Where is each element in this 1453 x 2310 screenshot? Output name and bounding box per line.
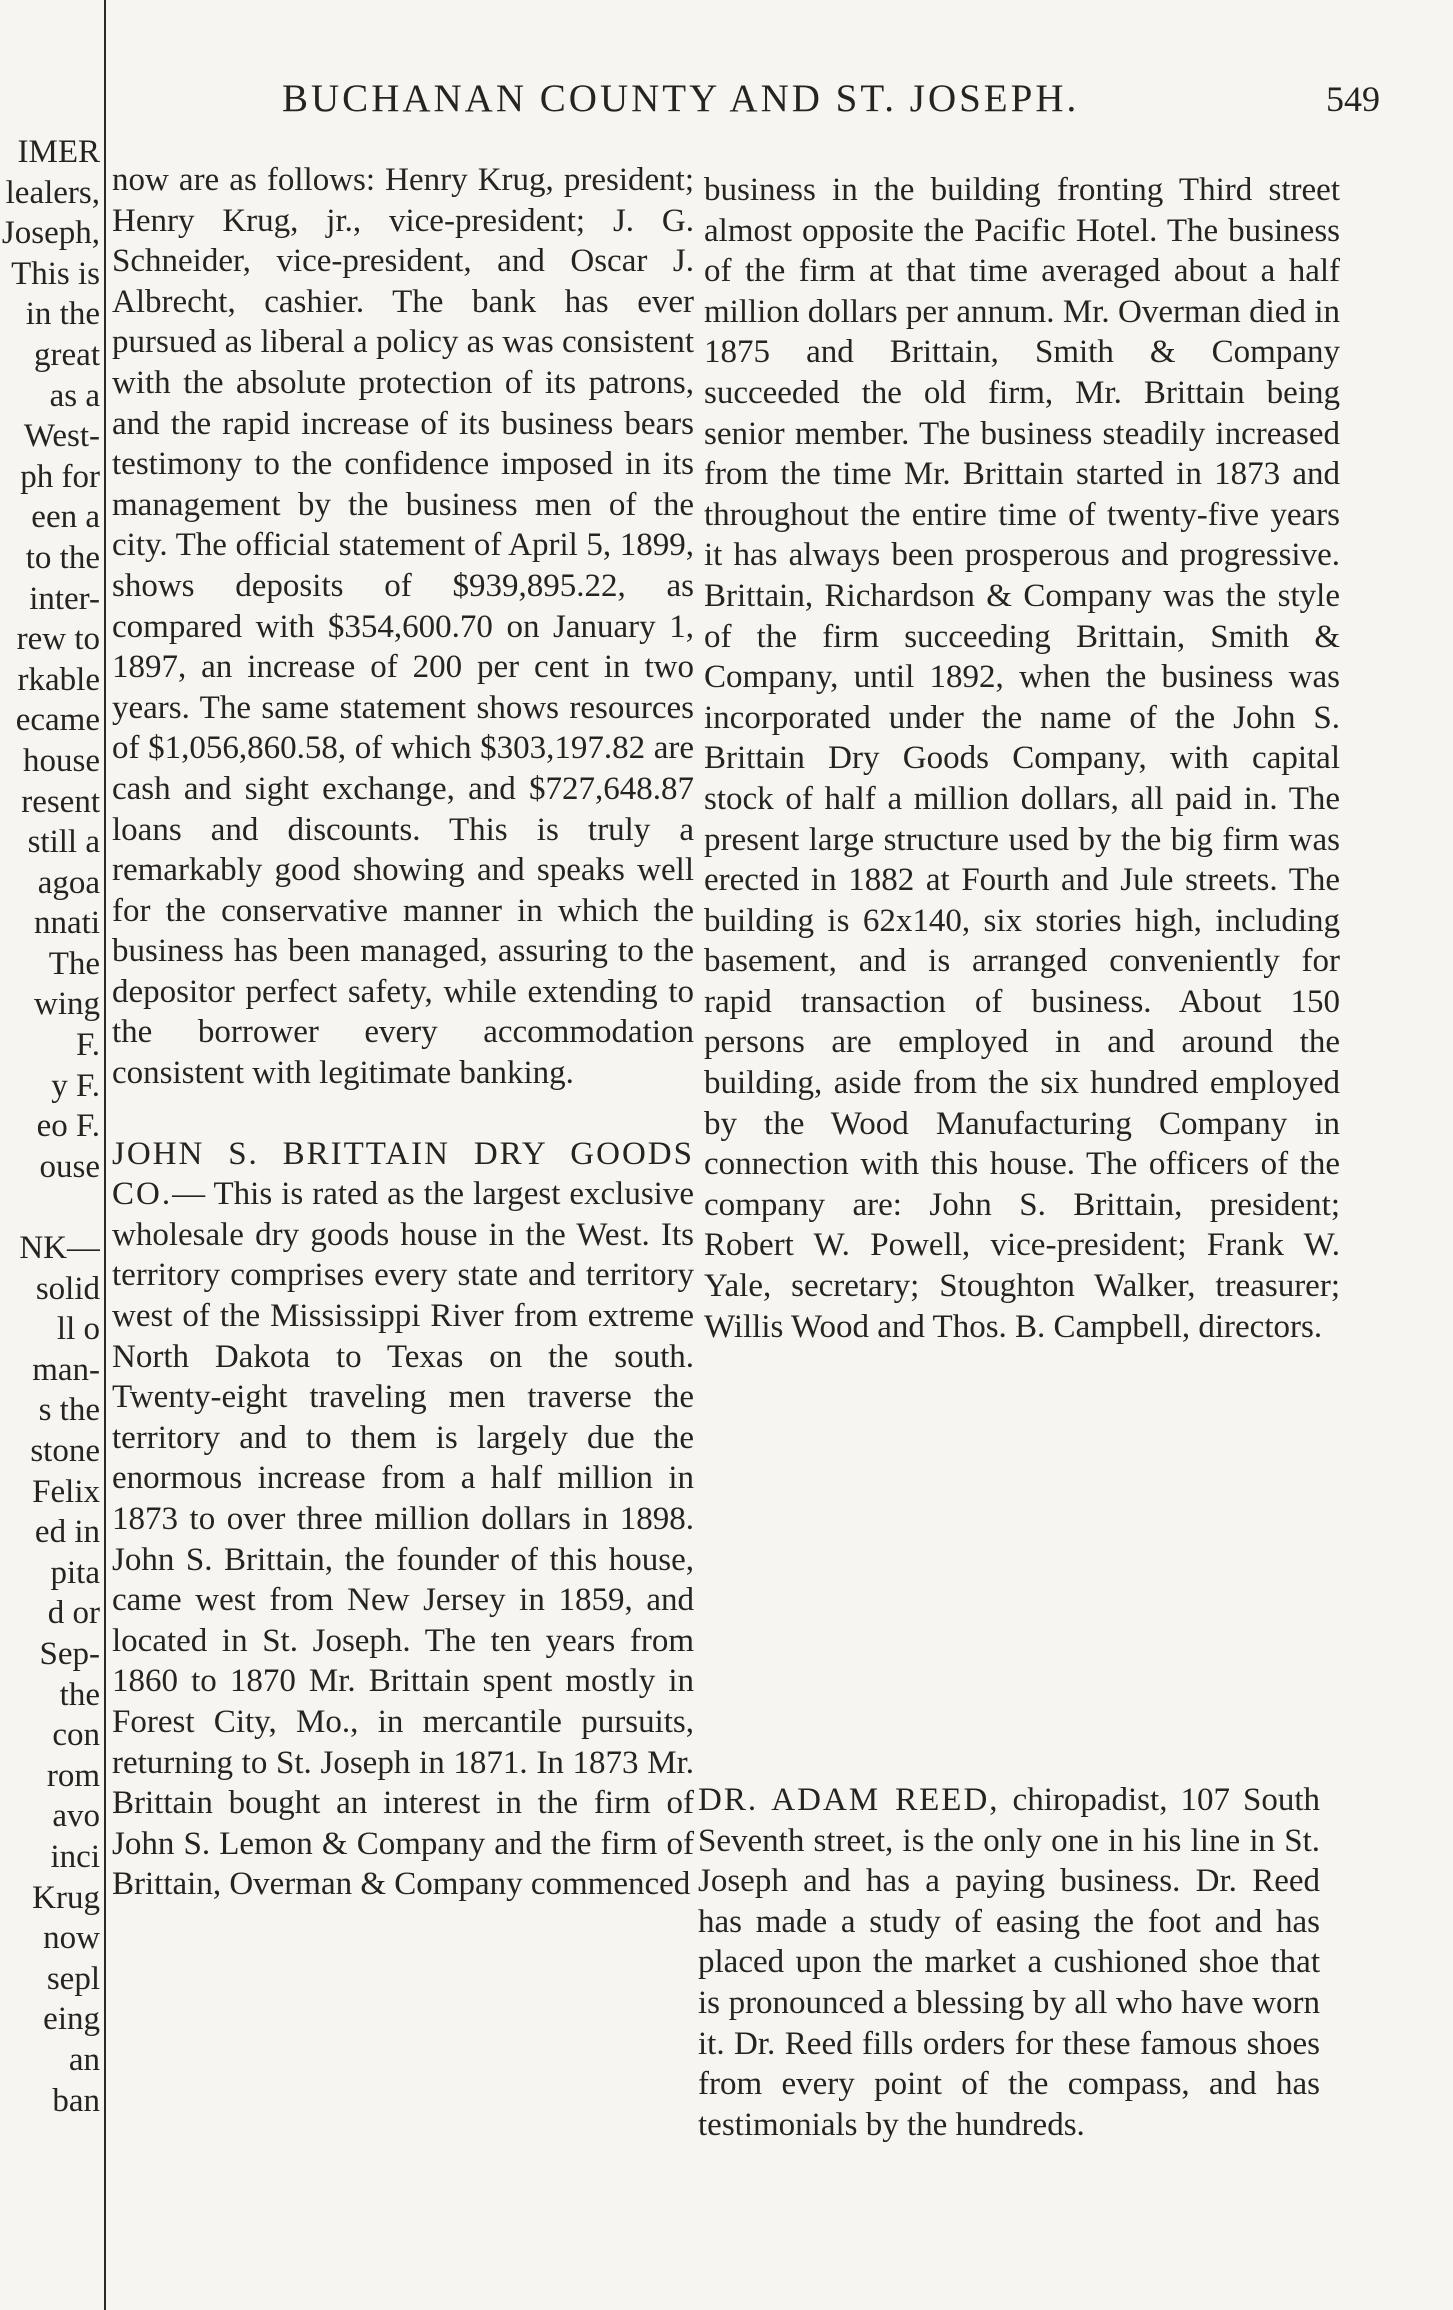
margin-fragment: sepl [46,1960,100,1997]
margin-fragment: Joseph, [1,215,100,252]
running-title: BUCHANAN COUNTY AND ST. JOSEPH. [282,77,1080,120]
brittain-heading: JOHN S. BRITTAIN DRY GOODS CO. [112,1135,694,1213]
margin-fragment: avo [52,1798,100,1835]
margin-fragment: eo F. [36,1108,100,1145]
margin-fragment: NK— [19,1230,100,1267]
margin-fragment: ph for [20,458,100,495]
column-left [112,160,694,1905]
brittain-dry-goods-paragraph [112,1134,694,1905]
margin-fragment: Krug [32,1879,100,1916]
margin-fragment: rew to [16,621,100,658]
margin-fragment: nnati [34,905,100,942]
brittain-body: — This is rated as the largest exclusive wholesale dry goods house in the West. Its territory comprises every state and territory west of the Mississippi River from extreme North Dakota to Texas on the south. Twenty-eight traveling men traverse the territory and to them is largely due the enormous increase from a half million in 1873 to over three million dollars in 1898. John S. Brittain, the founder of this house, came west from New Jersey in 1859, and located in St. Joseph. The ten years from 1860 to 1870 Mr. Brittain spent mostly in Forest City, Mo., in mercantile pursuits, returning to St. Joseph in 1871. In 1873 Mr. Brittain bought an interest in the firm of John S. Lemon & Company and the firm of Brittain, Overman & Company commenced [112,1176,694,1903]
margin-fragment: the [59,1676,100,1713]
margin-fragment: ban [52,2082,100,2119]
margin-fragment: inter- [29,580,100,617]
margin-fragment [0,1187,100,1228]
margin-fragment: as a [49,377,100,414]
margin-fragment: an [68,2041,100,2078]
margin-fragment: ouse [39,1148,100,1185]
margin-fragment: The [48,945,100,982]
margin-fragment: F. [76,1027,100,1064]
margin-fragment: agoa [37,864,100,901]
margin-fragment: ed in [34,1514,100,1551]
binding-edge-line [104,0,106,2310]
margin-fragment: ecame [15,702,100,739]
adam-reed-paragraph [698,1780,1320,2145]
margin-fragment: still a [27,824,100,861]
margin-fragment: lealers, [5,174,100,211]
margin-fragment: solid [35,1270,100,1307]
margin-fragment: to the [25,539,100,576]
page-header [280,76,1380,121]
margin-fragment: ll o [56,1311,100,1348]
column-right-bottom [698,1780,1320,2145]
margin-fragment: Sep- [39,1635,100,1672]
margin-fragment: This is [11,255,100,292]
margin-fragment: Felix [32,1473,100,1510]
margin-fragment: house [23,742,100,779]
adjacent-page-fragments [0,132,100,2121]
margin-fragment: con [52,1717,100,1754]
margin-fragment: resent [21,783,100,820]
margin-fragment: inci [50,1838,100,1875]
margin-fragment: s the [38,1392,100,1429]
margin-fragment: great [34,336,100,373]
adam-reed-body: chiropadist, 107 South Seventh street, is the only one in his line in St. Joseph and has a paying business. Dr. Reed has made a study of easing the foot and has placed upon the market a cushioned shoe that is pronounced a blessing by all who have worn it. Dr. Reed fills orders for these famous shoes from every point of the compass, and has testimonials by the hundreds. [698,1782,1320,2143]
adam-reed-heading: DR. ADAM REED, [698,1782,1000,1818]
margin-fragment: IMER [17,134,100,170]
margin-fragment: rom [46,1757,100,1794]
page-number: 549 [1326,79,1380,119]
margin-fragment: pita [50,1554,100,1591]
margin-fragment: d or [47,1595,100,1632]
margin-fragment: man- [32,1351,100,1388]
margin-fragment: een a [31,499,100,536]
margin-fragment: in the [25,296,100,333]
brittain-continued-paragraph: business in the building fronting Third street almost opposite the Pacific Hotel. The business of the firm at that time averaged about a half million dollars per annum. Mr. Overman died in 1875 and Brittain, Smith & Company succeeded the old firm, Mr. Brittain being senior member. The business steadily increased from the time Mr. Brittain started in 1873 and throughout the entire time of twenty-five years it has always been prosperous and progressive. Brittain, Richardson & Company was the style of the firm succeeding Brittain, Smith & Company, until 1892, when the business was incorporated under the name of the John S. Brittain Dry Goods Company, with capital stock of half a million dollars, all paid in. The present large structure used by the big firm was erected in 1882 at Fourth and Jule streets. The building is 62x140, six stories high, including basement, and is arranged conveniently for rapid transaction of business. About 150 persons are employed in and around the building, aside from the six hundred employed by the Wood Manufacturing Company in connection with this house. The officers of the company are: John S. Brittain, president; Robert W. Powell, vice-president; Frank W. Yale, secretary; Stoughton Walker, treasurer; Willis Wood and Thos. B. Campbell, directors. [704,172,1340,1345]
column-right-top [704,170,1340,1347]
margin-fragment: stone [30,1433,100,1469]
margin-fragment: rkable [17,661,100,698]
margin-fragment: now [43,1920,100,1957]
margin-fragment: y F. [51,1067,100,1104]
krug-bank-paragraph: now are as follows: Henry Krug, president; Henry Krug, jr., vice-president; J. G. Schneider, vice-president, and Oscar J. Albrecht, cashier. The bank has ever pursued as liberal a policy as was consistent with the absolute protection of its patrons, and the rapid increase of its business bears testimony to the confidence imposed in its management by the business men of the city. The official statement of April 5, 1899, shows deposits of $939,895.22, as compared with $354,600.70 on January 1, 1897, an increase of 200 per cent in two years. The same statement shows resources of $1,056,860.58, of which $303,197.82 are cash and sight exchange, and $727,648.87 loans and discounts. This is truly a remarkably good showing and speaks well for the conservative manner in which the business has been managed, assuring to the depositor perfect safety, while extending to the borrower every accommodation consistent with legitimate banking. [112,162,694,1092]
margin-fragment: wing [34,986,100,1023]
margin-fragment: West- [23,418,100,455]
margin-fragment: eing [43,2001,100,2038]
